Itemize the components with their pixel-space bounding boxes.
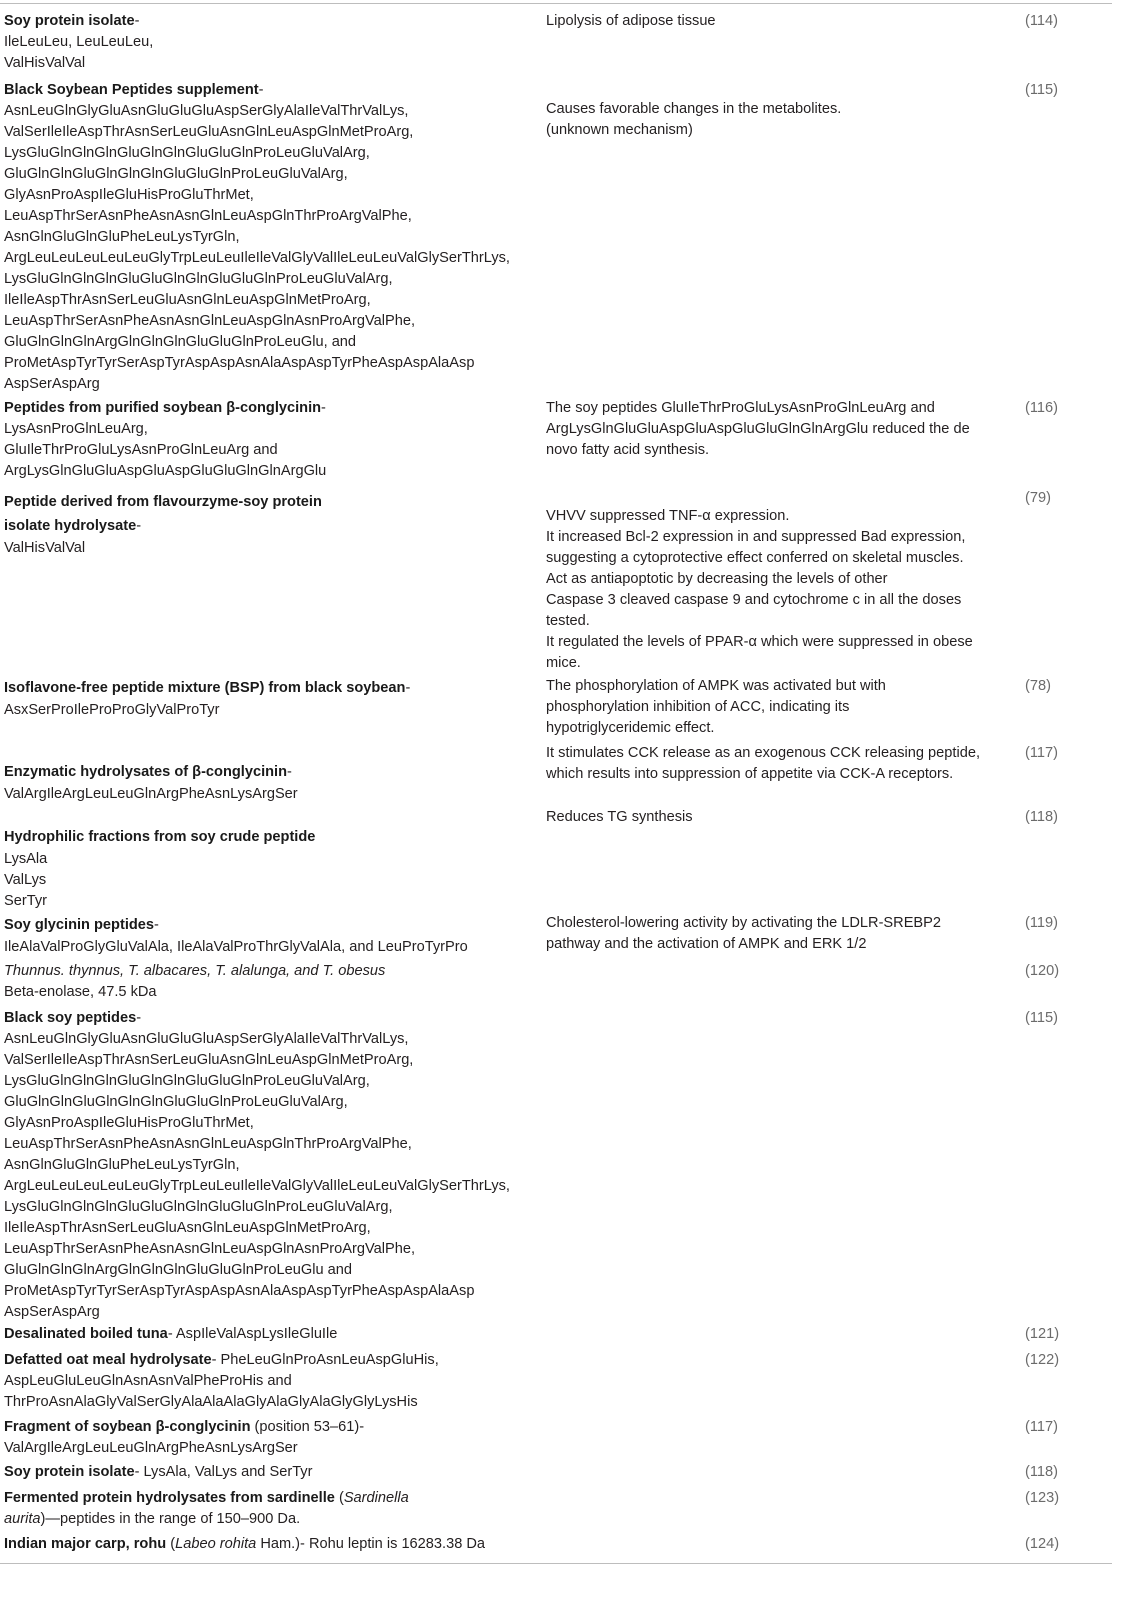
effect-cell [546,99,986,141]
effect-cell [546,676,986,739]
source-sep: ( [166,1536,176,1552]
effect-cell [546,398,986,461]
source-title: Black Soybean Peptides supplement [4,82,259,98]
source-title: Peptide derived from flavourzyme-soy protein [4,494,322,510]
peptide-line: ArgLeuLeuLeuLeuLeuGlyTrpLeuLeuIleIleValGlyValIleLeuLeuValGlySerThrLys, [4,1178,510,1194]
source-species: aurita [4,1511,41,1527]
peptide-line: LeuAspThrSerAsnPheAsnAsnGlnLeuAspGlnAsnProArgValPhe, [4,313,416,329]
peptide-line: LeuAspThrSerAsnPheAsnAsnGlnLeuAspGlnAsnProArgValPhe, [4,1241,416,1257]
source-species: Labeo rohita [175,1536,257,1552]
peptide-line: GluGlnGlnGlnArgGlnGlnGlnGluGluGlnProLeuGlu, and [4,334,357,350]
table-bottom-rule [0,1563,1112,1564]
ref-cell: (78) [1025,678,1051,694]
peptide-line: ProMetAspTyrTyrSerAspTyrAspAspAsnAlaAspAspTyrPheAspAspAlaAsp [4,355,475,371]
peptide-line: LysAsnProGlnLeuArg, [4,421,148,437]
ref-cell: (117) [1025,745,1058,761]
source-sep: - [136,1010,142,1026]
peptide-line: ValHisValVal [4,55,86,71]
peptide-line: ArgLeuLeuLeuLeuLeuGlyTrpLeuLeuIleIleValGlyValIleLeuLeuValGlySerThrLys, [4,250,510,266]
source-title: isolate hydrolysate [4,518,137,534]
peptide-line: GluGlnGlnGlnArgGlnGlnGlnGluGluGlnProLeuGlu and [4,1262,352,1278]
table-row [4,80,519,395]
peptide-line: GluGlnGlnGluGlnGlnGlnGluGluGlnProLeuGluValArg, [4,166,348,182]
effect-line: Act as antiapoptotic by decreasing the levels of other [546,571,888,587]
peptide-line: AsnGlnGluGlnGluPheLeuLysTyrGln, [4,229,240,245]
peptide-line: ValLys [4,872,47,888]
peptide-line: LeuAspThrSerAsnPheAsnAsnGlnLeuAspGlnThrProArgValPhe, [4,208,412,224]
source-title: Defatted oat meal hydrolysate [4,1352,212,1368]
effect-line: novo fatty acid synthesis. [546,442,710,458]
effect-line: suggesting a cytoprotective effect conferred on skeletal muscles. [546,550,964,566]
peptide-line: AsnGlnGluGlnGluPheLeuLysTyrGln, [4,1157,240,1173]
peptide-line: ProMetAspTyrTyrSerAspTyrAspAspAsnAlaAspAspTyrPheAspAspAlaAsp [4,1283,475,1299]
peptide-line: LysGluGlnGlnGlnGluGlnGlnGluGluGlnProLeuGluValArg, [4,145,370,161]
source-sep: - [258,82,264,98]
effect-line: pathway and the activation of AMPK and ERK 1/2 [546,936,867,952]
ref-cell: (114) [1025,13,1058,29]
effect-line: ArgLysGlnGluGluAspGluAspGluGluGlnGlnArgGlu reduced the de [546,421,970,437]
peptide-line: ValArgIleArgLeuLeuGlnArgPheAsnLysArgSer [4,1440,298,1456]
source-sep: - AspIleValAspLysIleGluIle [167,1326,338,1342]
table-row [4,760,519,805]
peptide-line: GluGlnGlnGluGlnGlnGlnGluGluGlnProLeuGluValArg, [4,1094,348,1110]
source-sep: ( [334,1490,344,1506]
peptide-line: AsxSerProIleProProGlyValProTyr [4,702,220,718]
table-row [4,398,519,482]
table-row [4,11,519,74]
peptide-line: AspSerAspArg [4,376,100,392]
peptide-line: AsnLeuGlnGlyGluAsnGluGluGluAspSerGlyAlaIleValThrValLys, [4,1031,409,1047]
source-desc: Ham.)- Rohu leptin is 16283.38 Da [256,1536,486,1552]
peptide-line: LysGluGlnGlnGlnGluGluGlnGlnGluGluGlnProLeuGluValArg, [4,271,393,287]
peptide-line: GlyAsnProAspIleGluHisProGluThrMet, [4,1115,254,1131]
source-title: Soy glycinin peptides [4,917,155,933]
effect-cell [546,506,986,674]
table-row [4,825,519,912]
ref-cell: (115) [1025,82,1058,98]
table-top-rule [0,3,1112,4]
effect-line: VHVV suppressed TNF-α expression. [546,508,790,524]
peptide-line: LysGluGlnGlnGlnGluGluGlnGlnGluGluGlnProLeuGluValArg, [4,1199,393,1215]
ref-cell: (115) [1025,1010,1058,1026]
source-sep: (position 53–61)- [250,1419,365,1435]
peptide-line: LysAla [4,851,48,867]
source-title: Soy protein isolate [4,13,135,29]
table-row [4,490,519,559]
source-title: Black soy peptides [4,1010,137,1026]
ref-cell: (79) [1025,490,1051,506]
ref-cell: (118) [1025,1464,1058,1480]
effect-line: mice. [546,655,581,671]
table-row [4,1324,519,1345]
table-row [4,913,519,958]
ref-cell: (122) [1025,1352,1060,1368]
effect-line: hypotriglyceridemic effect. [546,720,715,736]
source-sep: - [134,13,140,29]
effect-cell [546,807,986,828]
effect-line: Caspase 3 cleaved caspase 9 and cytochrome c in all the doses [546,592,962,608]
peptide-line: ValSerIleIleAspThrAsnSerLeuGluAsnGlnLeuAspGlnMetProArg, [4,124,414,140]
peptide-line: AspLeuGluLeuGlnAsnAsnValPheProHis and [4,1373,292,1389]
peptide-line: Beta-enolase, 47.5 kDa [4,984,157,1000]
peptide-line: SerTyr [4,893,47,909]
effect-line: Causes favorable changes in the metabolites. [546,101,842,117]
peptide-line: GluIleThrProGluLysAsnProGlnLeuArg and [4,442,278,458]
ref-cell: (116) [1025,400,1058,416]
source-sep: - [154,917,159,933]
effect-line: Cholesterol-lowering activity by activating the LDLR-SREBP2 [546,915,942,931]
source-title: Enzymatic hydrolysates of β-conglycinin [4,764,288,780]
table-row [4,1008,519,1323]
effect-line: The soy peptides GluIleThrProGluLysAsnProGlnLeuArg and [546,400,935,416]
source-sep: - [136,518,142,534]
peptide-line: IleLeuLeu, LeuLeuLeu, [4,34,154,50]
table-row [4,1534,519,1555]
effect-line: Reduces TG synthesis [546,809,693,825]
effect-line: The phosphorylation of AMPK was activated but with [546,678,886,694]
peptide-line: ArgLysGlnGluGluAspGluAspGluGluGlnGlnArgGlu [4,463,327,479]
peptide-line: AsnLeuGlnGlyGluAsnGluGluGluAspSerGlyAlaIleValThrValLys, [4,103,409,119]
table-row [4,676,519,721]
effect-line: tested. [546,613,590,629]
peptide-line: ValSerIleIleAspThrAsnSerLeuGluAsnGlnLeuAspGlnMetProArg, [4,1052,414,1068]
source-title: Isoflavone-free peptide mixture (BSP) from black soybean [4,680,406,696]
peptide-line: GlyAsnProAspIleGluHisProGluThrMet, [4,187,254,203]
effect-cell [546,743,986,785]
source-sep: - PheLeuGlnProAsnLeuAspGluHis, [211,1352,439,1368]
effect-cell [546,11,986,32]
ref-cell: (124) [1025,1536,1060,1552]
ref-cell: (119) [1025,915,1058,931]
ref-cell: (120) [1025,963,1060,979]
peptide-line: AspSerAspArg [4,1304,100,1320]
source-title: Fermented protein hydrolysates from sardinelle [4,1490,335,1506]
peptide-line: IleIleAspThrAsnSerLeuGluAsnGlnLeuAspGlnMetProArg, [4,1220,371,1236]
peptide-line: LeuAspThrSerAsnPheAsnAsnGlnLeuAspGlnThrProArgValPhe, [4,1136,412,1152]
effect-line: (unknown mechanism) [546,122,693,138]
effect-line: It regulated the levels of PPAR-α which were suppressed in obese [546,634,973,650]
source-title: Soy protein isolate [4,1464,135,1480]
effect-line: It stimulates CCK release as an exogenous CCK releasing peptide, [546,745,980,761]
table-row [4,1350,519,1413]
peptide-line: LysGluGlnGlnGlnGluGlnGlnGluGluGlnProLeuGluValArg, [4,1073,370,1089]
effect-line: which results into suppression of appetite via CCK-A receptors. [546,766,954,782]
source-title: Fragment of soybean β-conglycinin [4,1419,251,1435]
ref-cell: (118) [1025,809,1058,825]
ref-cell: (117) [1025,1419,1058,1435]
effect-line: It increased Bcl-2 expression in and suppressed Bad expression, [546,529,966,545]
ref-cell: (121) [1025,1326,1060,1342]
table-row [4,1417,519,1459]
effect-cell [546,913,986,955]
peptide-line: ValArgIleArgLeuLeuGlnArgPheAsnLysArgSer [4,786,298,802]
source-sep: - [405,680,411,696]
table-row [4,1488,519,1530]
table-row [4,1462,519,1483]
effect-line: Lipolysis of adipose tissue [546,13,716,29]
source-sep: - [287,764,292,780]
ref-cell: (123) [1025,1490,1060,1506]
peptide-line: IleIleAspThrAsnSerLeuGluAsnGlnLeuAspGlnMetProArg, [4,292,371,308]
peptide-line: ThrProAsnAlaGlyValSerGlyAlaAlaAlaGlyAlaGlyAlaGlyGlyLysHis [4,1394,418,1410]
source-title: Peptides from purified soybean β-conglycinin [4,400,322,416]
peptide-line: ValHisValVal [4,540,86,556]
source-sep: - LysAla, ValLys and SerTyr [134,1464,313,1480]
source-species: Thunnus. thynnus, T. albacares, T. alalunga, and T. obesus [4,963,386,979]
source-title: Hydrophilic fractions from soy crude peptide [4,829,316,845]
source-species: Sardinella [343,1490,409,1506]
source-sep: - [321,400,326,416]
source-title: Indian major carp, rohu [4,1536,167,1552]
source-title: Desalinated boiled tuna [4,1326,168,1342]
effect-line: phosphorylation inhibition of ACC, indicating its [546,699,850,715]
table-row [4,961,519,1003]
source-desc: )—peptides in the range of 150–900 Da. [40,1511,301,1527]
peptide-line: IleAlaValProGlyGluValAla, IleAlaValProThrGlyValAla, and LeuProTyrPro [4,939,468,955]
